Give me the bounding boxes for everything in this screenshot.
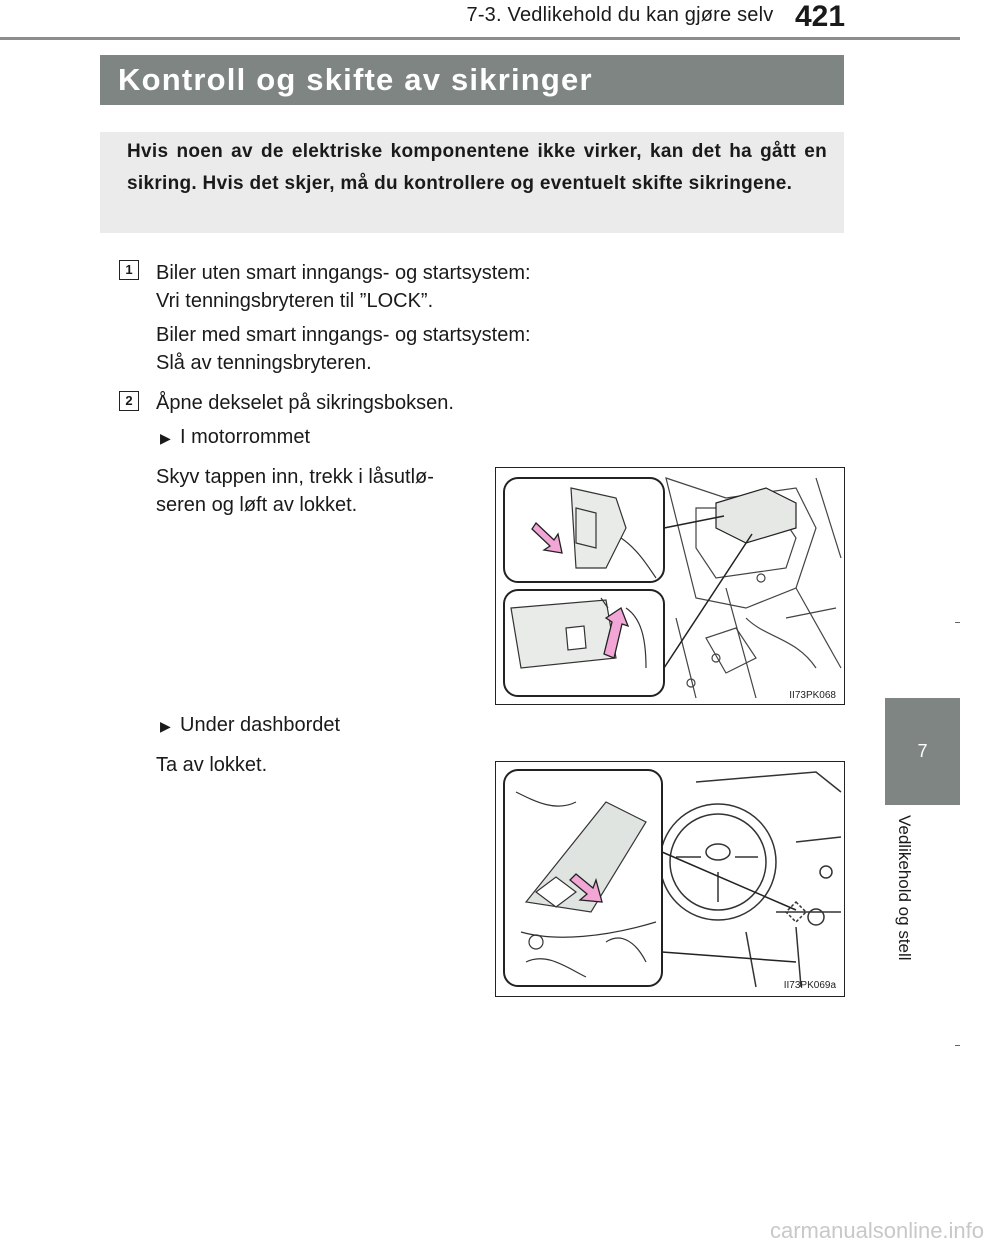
step1-line4: Slå av tenningsbryteren. xyxy=(156,352,372,374)
triangle-right-icon: ▶ xyxy=(160,718,171,734)
step1-line3: Biler med smart inngangs- og startsystem: xyxy=(156,324,531,346)
dashboard-figure xyxy=(495,761,845,997)
chapter-number: 7 xyxy=(917,741,928,761)
intro-text: Hvis noen av de elektriske komponentene ikke virker, kan det ha gått en sikring. Hvis det skjer, må du kontrollere og eventuelt skifte sikringene. xyxy=(127,141,827,194)
figure-code-1: II73PK068 xyxy=(789,690,836,701)
page-title: Kontroll og skifte av sikringer xyxy=(118,62,593,97)
step-number-1: 1 xyxy=(119,260,139,280)
dashboard-text-line1: Ta av lokket. xyxy=(156,754,268,776)
engine-room-heading: I motorrommet xyxy=(180,426,311,448)
engine-room-text-line2: seren og løft av lokket. xyxy=(156,494,358,516)
watermark: carmanualsonline.info xyxy=(770,1218,984,1243)
header-rule xyxy=(0,37,960,40)
step-number-2: 2 xyxy=(119,391,139,411)
step2-line1: Åpne dekselet på sikringsboksen. xyxy=(156,392,454,414)
step1-line2: Vri tenningsbryteren til ”LOCK”. xyxy=(156,290,434,312)
engine-room-text-line1: Skyv tappen inn, trekk i låsutlø- xyxy=(156,466,434,488)
margin-tick xyxy=(955,622,960,623)
chapter-label: Vedlikehold og stell xyxy=(895,815,914,961)
intro-box xyxy=(100,132,844,233)
running-header: 7-3. Vedlikehold du kan gjøre selv xyxy=(466,4,774,26)
triangle-right-icon: ▶ xyxy=(160,430,171,446)
figure-code-2: II73PK069a xyxy=(783,980,836,991)
step1-line1: Biler uten smart inngangs- og startsystem: xyxy=(156,262,531,284)
page-number: 421 xyxy=(795,0,846,33)
dashboard-fuse-cover-illustration xyxy=(496,762,844,996)
engine-fuse-box-illustration xyxy=(496,468,844,704)
chapter-tab[interactable] xyxy=(885,698,960,805)
margin-tick xyxy=(955,1045,960,1046)
engine-room-figure xyxy=(495,467,845,705)
section-title-bar xyxy=(100,55,844,105)
dashboard-heading: Under dashbordet xyxy=(180,714,341,736)
